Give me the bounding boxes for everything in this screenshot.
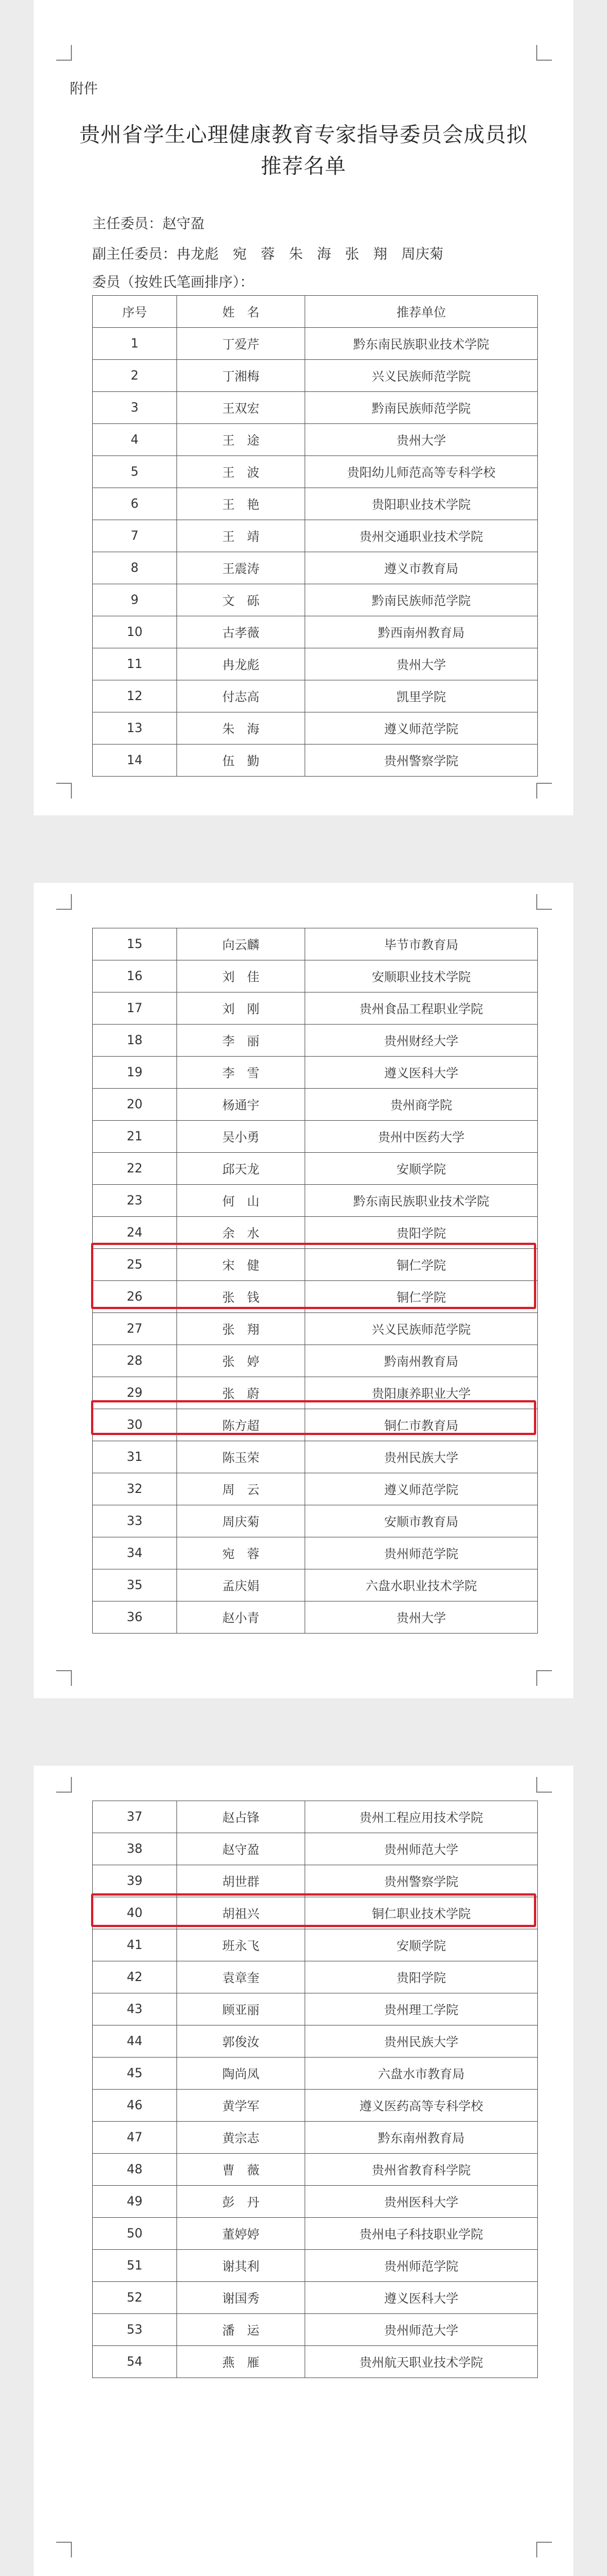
recommending-unit: 遵义医科大学 — [305, 2282, 538, 2314]
recommending-unit: 贵阳学院 — [305, 1961, 538, 1993]
table-row — [93, 2218, 538, 2250]
recommending-unit: 贵州中医药大学 — [305, 1121, 538, 1153]
table-row — [93, 1153, 538, 1185]
row-number: 25 — [93, 1249, 177, 1281]
crop-mark — [536, 1670, 552, 1686]
document-page-3 — [34, 1766, 573, 2576]
recommending-unit: 贵阳职业技术学院 — [305, 488, 538, 520]
member-name: 陶尚凤 — [177, 2058, 305, 2090]
row-number: 53 — [93, 2314, 177, 2346]
table-row — [93, 1217, 538, 1249]
row-number: 44 — [93, 2025, 177, 2058]
recommending-unit: 黔南民族师范学院 — [305, 584, 538, 616]
recommending-unit: 贵州民族大学 — [305, 1441, 538, 1473]
crop-mark — [536, 1777, 552, 1793]
recommending-unit: 毕节市教育局 — [305, 928, 538, 960]
table-row — [93, 2058, 538, 2090]
table-row — [93, 2154, 538, 2186]
member-name: 付志高 — [177, 680, 305, 712]
row-number: 42 — [93, 1961, 177, 1993]
recommending-unit: 遵义师范学院 — [305, 1473, 538, 1505]
recommending-unit: 安顺职业技术学院 — [305, 960, 538, 992]
table-row — [93, 2122, 538, 2154]
table-row — [93, 392, 538, 424]
row-number: 54 — [93, 2346, 177, 2378]
member-name: 陈方超 — [177, 1409, 305, 1441]
recommending-unit: 贵阳康养职业大学 — [305, 1377, 538, 1409]
recommending-unit: 贵州师范大学 — [305, 1833, 538, 1865]
table-row — [93, 712, 538, 745]
row-number: 49 — [93, 2186, 177, 2218]
table-row — [93, 1801, 538, 1833]
table-row — [93, 2282, 538, 2314]
member-name: 宋 健 — [177, 1249, 305, 1281]
table-row — [93, 456, 538, 488]
row-number: 27 — [93, 1313, 177, 1345]
document-page-1 — [34, 0, 573, 815]
recommending-unit: 兴义民族师范学院 — [305, 360, 538, 392]
member-name: 胡世群 — [177, 1865, 305, 1897]
recommending-unit: 安顺学院 — [305, 1153, 538, 1185]
member-name: 李 雪 — [177, 1057, 305, 1089]
row-number: 30 — [93, 1409, 177, 1441]
table-row — [93, 1313, 538, 1345]
recommending-unit: 黔东南州教育局 — [305, 2122, 538, 2154]
member-name: 赵占锋 — [177, 1801, 305, 1833]
row-number: 34 — [93, 1537, 177, 1569]
roster-table-1 — [92, 295, 538, 777]
table-row — [93, 648, 538, 680]
row-number: 40 — [93, 1897, 177, 1929]
recommending-unit: 贵州警察学院 — [305, 1865, 538, 1897]
roster-body — [93, 328, 538, 777]
table-row — [93, 616, 538, 648]
member-name: 张 钱 — [177, 1281, 305, 1313]
recommending-unit: 遵义医科大学 — [305, 1057, 538, 1089]
table-row — [93, 2025, 538, 2058]
member-name: 董婷婷 — [177, 2218, 305, 2250]
member-name: 宛 蓉 — [177, 1537, 305, 1569]
roster-body — [93, 928, 538, 1634]
member-name: 陈玉荣 — [177, 1441, 305, 1473]
table-row — [93, 680, 538, 712]
recommending-unit: 黔南民族师范学院 — [305, 392, 538, 424]
member-name: 刘 佳 — [177, 960, 305, 992]
table-row — [93, 1993, 538, 2025]
row-number: 35 — [93, 1569, 177, 1601]
row-number: 3 — [93, 392, 177, 424]
row-number: 33 — [93, 1505, 177, 1537]
row-number: 11 — [93, 648, 177, 680]
row-number: 46 — [93, 2090, 177, 2122]
header-unit: 推荐单位 — [305, 296, 538, 328]
row-number: 41 — [93, 1929, 177, 1961]
member-name: 燕 雁 — [177, 2346, 305, 2378]
row-number: 16 — [93, 960, 177, 992]
crop-mark — [56, 1670, 72, 1686]
member-name: 李 丽 — [177, 1025, 305, 1057]
members-note: 委员（按姓氏笔画排序）： — [92, 274, 254, 290]
table-row — [93, 2314, 538, 2346]
row-number: 24 — [93, 1217, 177, 1249]
row-number: 38 — [93, 1833, 177, 1865]
row-number: 5 — [93, 456, 177, 488]
table-row — [93, 2090, 538, 2122]
table-row — [93, 1505, 538, 1537]
table-row — [93, 1537, 538, 1569]
table-row — [93, 552, 538, 584]
row-number: 20 — [93, 1089, 177, 1121]
row-number: 18 — [93, 1025, 177, 1057]
row-number: 12 — [93, 680, 177, 712]
recommending-unit: 黔西南州教育局 — [305, 616, 538, 648]
table-row — [93, 745, 538, 777]
row-number: 29 — [93, 1377, 177, 1409]
table-header-row — [93, 296, 538, 328]
member-name: 王震涛 — [177, 552, 305, 584]
table-row — [93, 424, 538, 456]
member-name: 郭俊汝 — [177, 2025, 305, 2058]
vice-chairs-line: 副主任委员：冉龙彪 宛 蓉 朱 海 张 翔 周庆菊 — [92, 246, 444, 262]
table-row — [93, 1345, 538, 1377]
table-row — [93, 928, 538, 960]
table-row — [93, 1409, 538, 1441]
crop-mark — [56, 2542, 72, 2557]
member-name: 丁爱芹 — [177, 328, 305, 360]
recommending-unit: 铜仁学院 — [305, 1249, 538, 1281]
crop-mark — [56, 1777, 72, 1793]
table-row — [93, 2250, 538, 2282]
row-number: 51 — [93, 2250, 177, 2282]
recommending-unit: 贵州理工学院 — [305, 1993, 538, 2025]
table-row — [93, 584, 538, 616]
table-row — [93, 1929, 538, 1961]
recommending-unit: 贵州交通职业技术学院 — [305, 520, 538, 552]
crop-mark — [536, 45, 552, 61]
member-name: 周 云 — [177, 1473, 305, 1505]
row-number: 17 — [93, 992, 177, 1025]
row-number: 36 — [93, 1601, 177, 1634]
member-name: 王双宏 — [177, 392, 305, 424]
recommending-unit: 铜仁市教育局 — [305, 1409, 538, 1441]
member-name: 王 波 — [177, 456, 305, 488]
member-name: 吴小勇 — [177, 1121, 305, 1153]
table-row — [93, 1897, 538, 1929]
row-number: 14 — [93, 745, 177, 777]
row-number: 31 — [93, 1441, 177, 1473]
table-row — [93, 1833, 538, 1865]
recommending-unit: 铜仁学院 — [305, 1281, 538, 1313]
header-name: 姓 名 — [177, 296, 305, 328]
row-number: 50 — [93, 2218, 177, 2250]
row-number: 19 — [93, 1057, 177, 1089]
member-name: 潘 运 — [177, 2314, 305, 2346]
recommending-unit: 六盘水职业技术学院 — [305, 1569, 538, 1601]
row-number: 15 — [93, 928, 177, 960]
member-name: 杨通宇 — [177, 1089, 305, 1121]
recommending-unit: 铜仁职业技术学院 — [305, 1897, 538, 1929]
member-name: 顾亚丽 — [177, 1993, 305, 2025]
member-name: 孟庆娟 — [177, 1569, 305, 1601]
recommending-unit: 贵州工程应用技术学院 — [305, 1801, 538, 1833]
member-name: 曹 薇 — [177, 2154, 305, 2186]
recommending-unit: 贵州大学 — [305, 1601, 538, 1634]
member-name: 余 水 — [177, 1217, 305, 1249]
member-name: 刘 刚 — [177, 992, 305, 1025]
recommending-unit: 黔东南民族职业技术学院 — [305, 1185, 538, 1217]
recommending-unit: 贵州财经大学 — [305, 1025, 538, 1057]
row-number: 26 — [93, 1281, 177, 1313]
member-name: 赵小青 — [177, 1601, 305, 1634]
recommending-unit: 贵州航天职业技术学院 — [305, 2346, 538, 2378]
table-row — [93, 960, 538, 992]
row-number: 10 — [93, 616, 177, 648]
roster-body — [93, 1801, 538, 2378]
table-row — [93, 1377, 538, 1409]
crop-mark — [56, 783, 72, 798]
recommending-unit: 贵州民族大学 — [305, 2025, 538, 2058]
table-row — [93, 1025, 538, 1057]
table-row — [93, 1961, 538, 1993]
member-name: 向云麟 — [177, 928, 305, 960]
table-row — [93, 992, 538, 1025]
table-row — [93, 1865, 538, 1897]
crop-mark — [56, 45, 72, 61]
recommending-unit: 贵州警察学院 — [305, 745, 538, 777]
row-number: 47 — [93, 2122, 177, 2154]
recommending-unit: 兴义民族师范学院 — [305, 1313, 538, 1345]
recommending-unit: 黔东南民族职业技术学院 — [305, 328, 538, 360]
table-row — [93, 1121, 538, 1153]
recommending-unit: 贵州电子科技职业学院 — [305, 2218, 538, 2250]
recommending-unit: 贵阳学院 — [305, 1217, 538, 1249]
recommending-unit: 贵州大学 — [305, 424, 538, 456]
recommending-unit: 贵州省教育科学院 — [305, 2154, 538, 2186]
member-name: 文 砾 — [177, 584, 305, 616]
member-name: 黄学军 — [177, 2090, 305, 2122]
recommending-unit: 安顺学院 — [305, 1929, 538, 1961]
member-name: 何 山 — [177, 1185, 305, 1217]
row-number: 45 — [93, 2058, 177, 2090]
crop-mark — [56, 894, 72, 910]
attachment-label: 附件 — [70, 80, 98, 97]
member-name: 周庆菊 — [177, 1505, 305, 1537]
table-row — [93, 1281, 538, 1313]
table-row — [93, 1473, 538, 1505]
member-name: 谢国秀 — [177, 2282, 305, 2314]
recommending-unit: 贵州师范学院 — [305, 1537, 538, 1569]
row-number: 23 — [93, 1185, 177, 1217]
row-number: 43 — [93, 1993, 177, 2025]
row-number: 7 — [93, 520, 177, 552]
recommending-unit: 凯里学院 — [305, 680, 538, 712]
document-page-2 — [34, 883, 573, 1698]
member-name: 赵守盈 — [177, 1833, 305, 1865]
chair-line: 主任委员：赵守盈 — [92, 215, 205, 232]
table-row — [93, 328, 538, 360]
member-name: 王 艳 — [177, 488, 305, 520]
row-number: 1 — [93, 328, 177, 360]
recommending-unit: 六盘水市教育局 — [305, 2058, 538, 2090]
recommending-unit: 遵义市教育局 — [305, 552, 538, 584]
table-row — [93, 2186, 538, 2218]
recommending-unit: 贵阳幼儿师范高等专科学校 — [305, 456, 538, 488]
table-row — [93, 1185, 538, 1217]
member-name: 班永飞 — [177, 1929, 305, 1961]
row-number: 48 — [93, 2154, 177, 2186]
member-name: 冉龙彪 — [177, 648, 305, 680]
row-number: 4 — [93, 424, 177, 456]
table-row — [93, 360, 538, 392]
roster-table-2 — [92, 928, 538, 1634]
row-number: 32 — [93, 1473, 177, 1505]
recommending-unit: 贵州医科大学 — [305, 2186, 538, 2218]
table-row — [93, 1089, 538, 1121]
table-row — [93, 1569, 538, 1601]
member-name: 黄宗志 — [177, 2122, 305, 2154]
member-name: 谢其利 — [177, 2250, 305, 2282]
row-number: 39 — [93, 1865, 177, 1897]
crop-mark — [536, 783, 552, 798]
recommending-unit: 遵义医药高等专科学校 — [305, 2090, 538, 2122]
table-row — [93, 1441, 538, 1473]
recommending-unit: 贵州师范大学 — [305, 2314, 538, 2346]
member-name: 袁章奎 — [177, 1961, 305, 1993]
table-row — [93, 520, 538, 552]
crop-mark — [536, 894, 552, 910]
row-number: 28 — [93, 1345, 177, 1377]
member-name: 张 蔚 — [177, 1377, 305, 1409]
row-number: 22 — [93, 1153, 177, 1185]
recommending-unit: 安顺市教育局 — [305, 1505, 538, 1537]
member-name: 王 途 — [177, 424, 305, 456]
recommending-unit: 黔南州教育局 — [305, 1345, 538, 1377]
row-number: 13 — [93, 712, 177, 745]
member-name: 丁湘梅 — [177, 360, 305, 392]
row-number: 37 — [93, 1801, 177, 1833]
table-row — [93, 1601, 538, 1634]
document-title: 贵州省学生心理健康教育专家指导委员会成员拟推荐名单 — [79, 123, 528, 178]
roster-table-3 — [92, 1801, 538, 2378]
member-name: 古孝薇 — [177, 616, 305, 648]
row-number: 52 — [93, 2282, 177, 2314]
header-number: 序号 — [93, 296, 177, 328]
crop-mark — [536, 2542, 552, 2557]
member-name: 王 靖 — [177, 520, 305, 552]
member-name: 朱 海 — [177, 712, 305, 745]
row-number: 9 — [93, 584, 177, 616]
member-name: 邱天龙 — [177, 1153, 305, 1185]
member-name: 伍 勤 — [177, 745, 305, 777]
recommending-unit: 贵州师范学院 — [305, 2250, 538, 2282]
table-row — [93, 488, 538, 520]
table-row — [93, 2346, 538, 2378]
member-name: 张 翔 — [177, 1313, 305, 1345]
table-row — [93, 1249, 538, 1281]
recommending-unit: 贵州食品工程职业学院 — [305, 992, 538, 1025]
member-name: 张 婷 — [177, 1345, 305, 1377]
recommending-unit: 贵州大学 — [305, 648, 538, 680]
member-name: 胡祖兴 — [177, 1897, 305, 1929]
recommending-unit: 贵州商学院 — [305, 1089, 538, 1121]
row-number: 8 — [93, 552, 177, 584]
recommending-unit: 遵义师范学院 — [305, 712, 538, 745]
row-number: 21 — [93, 1121, 177, 1153]
row-number: 6 — [93, 488, 177, 520]
row-number: 2 — [93, 360, 177, 392]
member-name: 彭 丹 — [177, 2186, 305, 2218]
table-row — [93, 1057, 538, 1089]
